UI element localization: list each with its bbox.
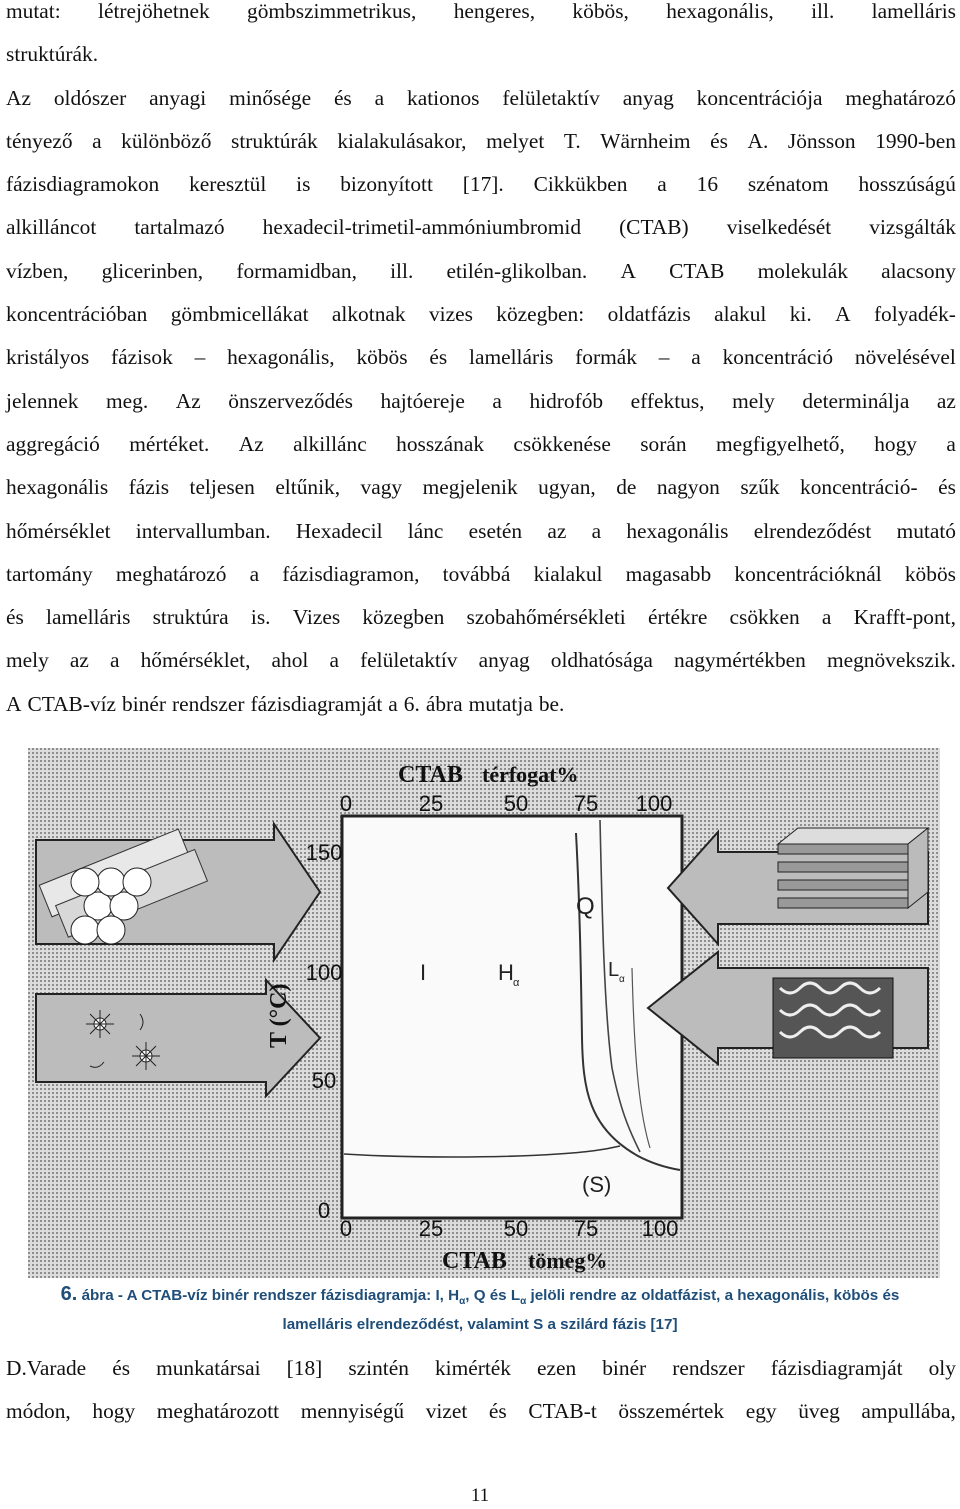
text-line: fázisdiagramokon keresztül is bizonyított [17]. Cikkükben a 16 szénatom hosszúságú [6,172,956,197]
caption-number: 6. [60,1283,78,1305]
bottom-axis-title-b: tömeg% [528,1248,608,1273]
page-number: 11 [470,1485,490,1506]
text-line: hexagonális fázis teljesen eltűnik, vagy megjelenik ugyan, de nagyon szűk koncentráció- és [6,475,956,500]
phase-label-s: (S) [582,1172,612,1197]
phase-label-l-sub: α [619,974,625,985]
y-tick-label: 100 [305,960,343,985]
bottom-tick-label: 100 [641,1216,679,1241]
top-tick-label: 50 [503,791,529,816]
top-tick-label: 75 [573,791,599,816]
text-line: tartomány meghatározó a fázisdiagramon, továbbá kialakul magasabb koncentrációknál köbös [6,561,956,586]
caption-sub-2: α [520,1296,527,1308]
y-tick-label: 0 [317,1198,331,1223]
caption-text-3: jelöli rendre az oldatfázist, a hexagonális, köbös és [526,1287,900,1304]
phase-label-h: H [498,960,514,985]
y-axis-title: T (°C) [266,983,292,1048]
text-line: és lamelláris struktúra is. Vizes közegben szobahőmérsékleti értékre csökken a Krafft-pont, [6,605,956,630]
figure-caption [0,1283,960,1336]
cubic-structure-icon [773,978,893,1058]
phase-label-h-sub: α [513,977,520,989]
text-line: koncentrációban gömbmicellákat alkotnak vizes közegben: oldatfázis alakul ki. A folyadék- [6,302,956,327]
text-line: mutat: létrejöhetnek gömbszimmetrikus, hengeres, köbös, hexagonális, ill. lamelláris [6,0,956,23]
bottom-axis-title-a: CTAB [442,1248,507,1274]
phase-label-i: I [420,960,427,985]
bottom-tick-label: 50 [503,1216,529,1241]
plot-area [342,816,682,1218]
caption-text-2: , Q és L [465,1287,521,1304]
caption-line-2: lamelláris elrendeződést, valamint S a szilárd fázis [17] [282,1316,678,1334]
phase-diagram-figure [28,748,940,1278]
top-tick-label: 0 [339,791,353,816]
bottom-tick-label: 75 [573,1216,599,1241]
bottom-tick-label: 0 [339,1216,353,1241]
text-line: aggregáció mértéket. Az alkillánc hosszának csökkenése során megfigyelhető, hogy a [6,431,956,456]
top-tick-label: 25 [418,791,444,816]
text-line: D.Varade és munkatársai [18] szintén kimérték ezen binér rendszer fázisdiagramját oly [6,1356,956,1380]
top-axis-title-b: térfogat% [482,762,579,787]
text-line: jelennek meg. Az önszerveződés hajtóereje a hidrofób effektus, mely determinálja az [6,388,956,413]
phase-label-l: L [608,959,620,981]
y-tick-label: 150 [305,840,343,865]
text-line: Az oldószer anyagi minősége és a kationos felületaktív anyag koncentrációja meghatározó [6,85,956,110]
text-line: alkilláncot tartalmazó hexadecil-trimetil-ammóniumbromid (CTAB) viselkedését vizsgálták [6,215,956,240]
top-tick-label: 100 [635,791,673,816]
bottom-tick-label: 25 [418,1216,444,1241]
y-tick-label: 50 [311,1068,337,1093]
top-axis-title-a: CTAB [398,762,463,788]
text-line: struktúrák. [6,42,99,67]
caption-sub-1: α [459,1296,466,1308]
text-line: hőmérséklet intervallumban. Hexadecil lánc esetén az a hexagonális elrendeződést mutató [6,518,956,543]
text-line: vízben, glicerinben, formamidban, ill. etilén-glikolban. A CTAB molekulák alacsony [6,258,956,283]
text-line: A CTAB-víz binér rendszer fázisdiagramját a 6. ábra mutatja be. [6,691,565,716]
phase-label-q: Q [576,893,595,920]
text-line: kristályos fázisok – hexagonális, köbös és lamelláris formák – a koncentráció növelésével [6,345,956,370]
caption-text-1: ábra - A CTAB-víz binér rendszer fázisdiagramja: I, H [77,1287,460,1304]
top-paragraph [6,0,956,726]
bottom-paragraph [6,1347,956,1434]
text-line: mely az a hőmérséklet, ahol a felületaktív anyag oldhatósága nagymértékben megnövekszik. [6,648,956,673]
text-line: módon, hogy meghatározott mennyiségű vizet és CTAB-t összemértek egy üveg ampullába, [6,1399,956,1424]
text-line: tényező a különböző struktúrák kialakulásakor, melyet T. Wärnheim és A. Jönsson 1990-ben [6,128,956,153]
